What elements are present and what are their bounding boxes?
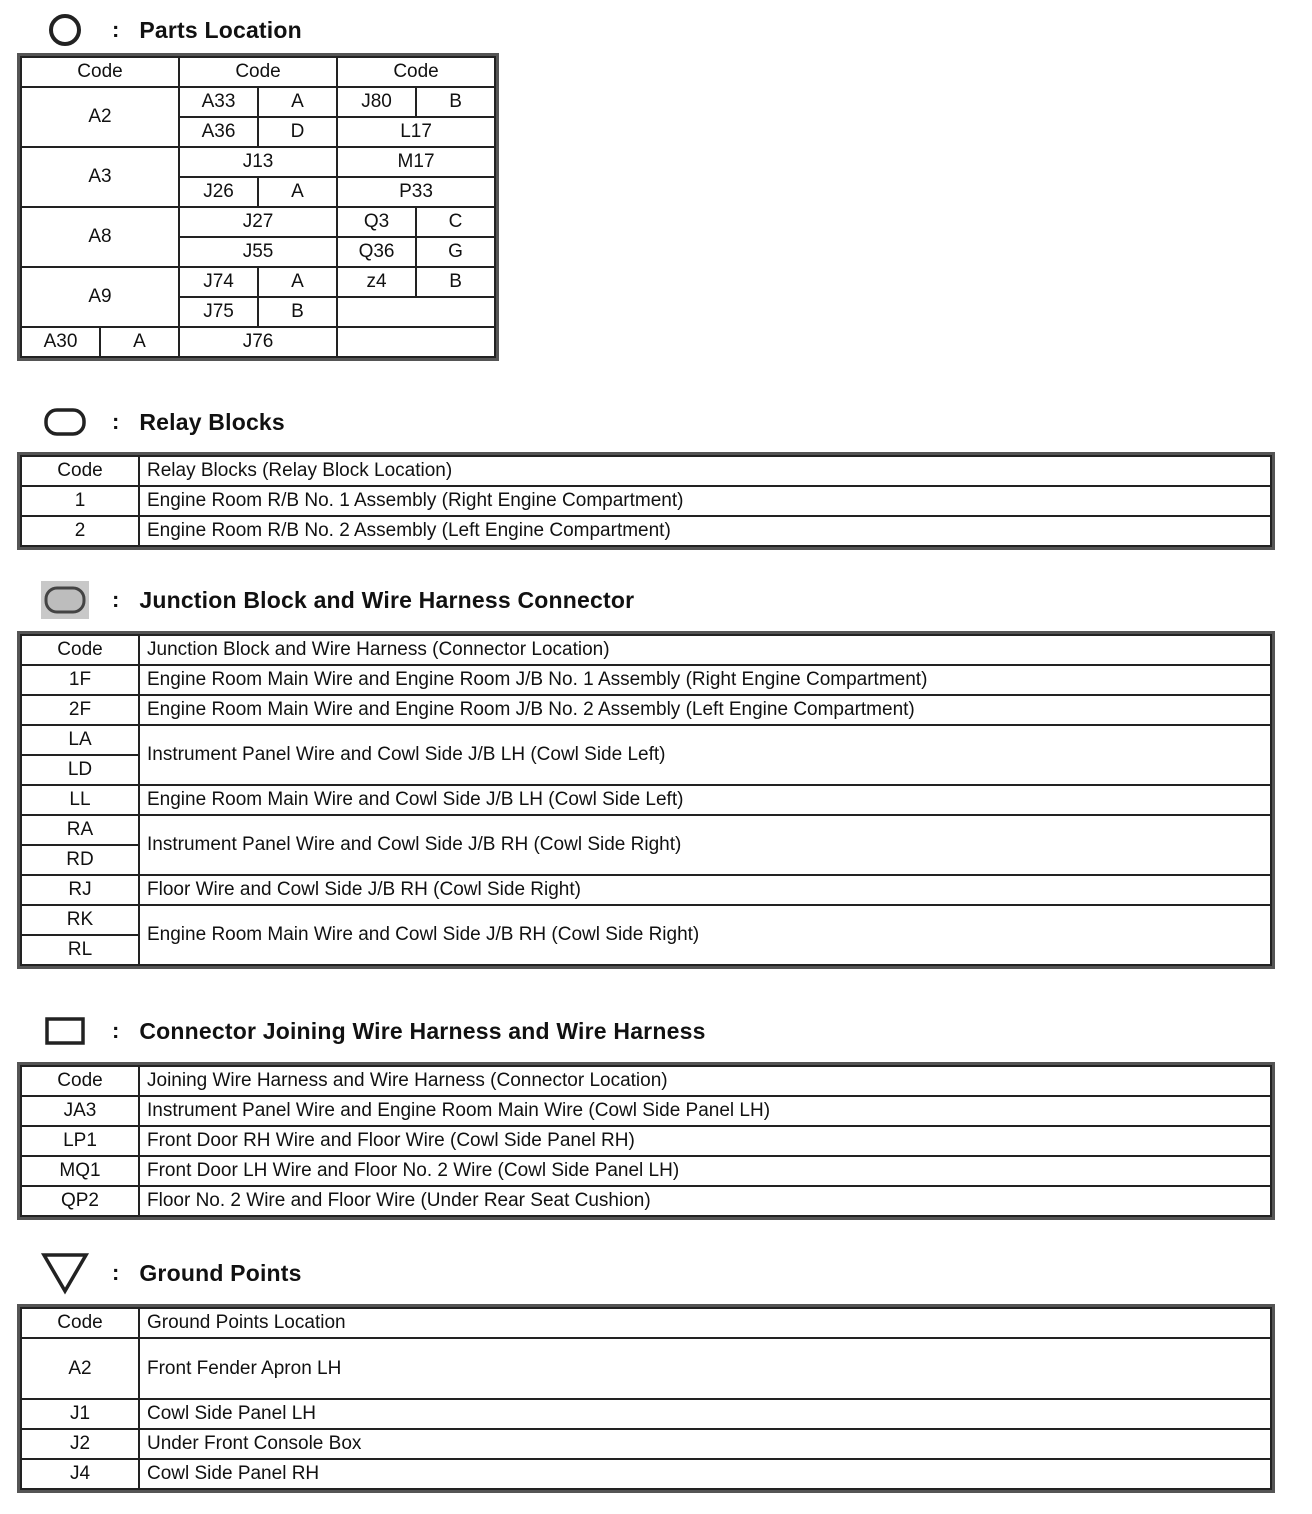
ground-points-heading <box>40 1253 302 1293</box>
table-row <box>21 327 495 357</box>
table-row <box>21 147 495 177</box>
code-cell: J75 <box>179 297 258 327</box>
junction-block-heading <box>40 580 634 620</box>
header-description: Junction Block and Wire Harness (Connector Location) <box>139 635 1271 665</box>
header-code: Code <box>21 635 139 665</box>
code-cell: P33 <box>337 177 495 207</box>
table-row <box>21 905 1271 935</box>
circle-icon <box>40 10 90 50</box>
table-row <box>21 815 1271 845</box>
description-cell: Cowl Side Panel LH <box>139 1399 1271 1429</box>
code-cell: J1 <box>21 1399 139 1429</box>
heading-colon: : <box>112 17 120 42</box>
table-header-row <box>21 1308 1271 1338</box>
code-cell: RL <box>21 935 139 965</box>
description-cell: Instrument Panel Wire and Cowl Side J/B LH (Cowl Side Left) <box>139 725 1271 785</box>
section-title: Relay Blocks <box>139 408 285 435</box>
code-cell: JA3 <box>21 1096 139 1126</box>
description-cell: Floor Wire and Cowl Side J/B RH (Cowl Side Right) <box>139 875 1271 905</box>
code-cell: A30 <box>21 327 100 357</box>
heading-colon: : <box>112 587 120 612</box>
header-code: Code <box>337 57 495 87</box>
table-header-row <box>21 635 1271 665</box>
table-row <box>21 1186 1271 1216</box>
triangle-icon <box>40 1253 90 1293</box>
location-cell: A <box>258 267 337 297</box>
section-title: Ground Points <box>139 1259 302 1286</box>
connector-table <box>20 1065 1272 1217</box>
code-cell: MQ1 <box>21 1156 139 1186</box>
empty-cell <box>337 327 495 357</box>
header-code: Code <box>21 456 139 486</box>
description-cell: Instrument Panel Wire and Cowl Side J/B RH (Cowl Side Right) <box>139 815 1271 875</box>
section-title: Parts Location <box>139 16 302 43</box>
code-cell: J76 <box>179 327 337 357</box>
description-cell: Instrument Panel Wire and Engine Room Main Wire (Cowl Side Panel LH) <box>139 1096 1271 1126</box>
square-icon <box>40 1011 90 1051</box>
table-row <box>21 516 1271 546</box>
parts-location-table <box>20 56 496 358</box>
parts-location-heading <box>40 10 302 50</box>
code-cell: LA <box>21 725 139 755</box>
table-row <box>21 1338 1271 1399</box>
location-cell: A <box>258 177 337 207</box>
connector-heading <box>40 1011 706 1051</box>
code-cell: J27 <box>179 207 337 237</box>
location-cell: B <box>416 87 495 117</box>
header-description: Ground Points Location <box>139 1308 1271 1338</box>
code-cell: LL <box>21 785 139 815</box>
table-row <box>21 665 1271 695</box>
table-row <box>21 87 495 117</box>
description-cell: Engine Room Main Wire and Engine Room J/B No. 1 Assembly (Right Engine Compartment) <box>139 665 1271 695</box>
code-cell: J2 <box>21 1429 139 1459</box>
code-cell: M17 <box>337 147 495 177</box>
code-cell: A2 <box>21 1338 139 1399</box>
description-cell: Front Door LH Wire and Floor No. 2 Wire (Cowl Side Panel LH) <box>139 1156 1271 1186</box>
location-cell: A <box>100 327 179 357</box>
code-cell: Q36 <box>337 237 416 267</box>
table-header-row <box>21 456 1271 486</box>
code-cell: J4 <box>21 1459 139 1489</box>
header-code: Code <box>21 1308 139 1338</box>
section-title: Junction Block and Wire Harness Connector <box>139 586 635 613</box>
section-title: Connector Joining Wire Harness and Wire Harness <box>139 1017 706 1044</box>
code-cell: 2F <box>21 695 139 725</box>
header-code: Code <box>21 1066 139 1096</box>
code-cell: 1F <box>21 665 139 695</box>
header-code: Code <box>179 57 337 87</box>
heading-colon: : <box>112 1018 120 1043</box>
description-cell: Floor No. 2 Wire and Floor Wire (Under Rear Seat Cushion) <box>139 1186 1271 1216</box>
code-cell: QP2 <box>21 1186 139 1216</box>
code-cell: 1 <box>21 486 139 516</box>
code-cell: L17 <box>337 117 495 147</box>
description-cell: Engine Room R/B No. 1 Assembly (Right Engine Compartment) <box>139 486 1271 516</box>
code-cell: A3 <box>21 147 179 207</box>
heading-colon: : <box>112 1260 120 1285</box>
heading-colon: : <box>112 409 120 434</box>
location-cell: D <box>258 117 337 147</box>
description-cell: Engine Room Main Wire and Cowl Side J/B LH (Cowl Side Left) <box>139 785 1271 815</box>
code-cell: A33 <box>179 87 258 117</box>
description-cell: Under Front Console Box <box>139 1429 1271 1459</box>
description-cell: Engine Room R/B No. 2 Assembly (Left Engine Compartment) <box>139 516 1271 546</box>
description-cell: Engine Room Main Wire and Cowl Side J/B RH (Cowl Side Right) <box>139 905 1271 965</box>
code-cell: J55 <box>179 237 337 267</box>
location-cell: B <box>416 267 495 297</box>
code-cell: A9 <box>21 267 179 327</box>
description-cell: Engine Room Main Wire and Engine Room J/B No. 2 Assembly (Left Engine Compartment) <box>139 695 1271 725</box>
table-row <box>21 486 1271 516</box>
rounded-rect-icon <box>40 402 90 442</box>
table-row <box>21 1399 1271 1429</box>
code-cell: RD <box>21 845 139 875</box>
location-cell: A <box>258 87 337 117</box>
table-row <box>21 1126 1271 1156</box>
code-cell: A8 <box>21 207 179 267</box>
code-cell: J74 <box>179 267 258 297</box>
table-row <box>21 875 1271 905</box>
table-row <box>21 1156 1271 1186</box>
code-cell: J13 <box>179 147 337 177</box>
relay-blocks-heading <box>40 402 285 442</box>
relay-blocks-table <box>20 455 1272 547</box>
header-description: Joining Wire Harness and Wire Harness (Connector Location) <box>139 1066 1271 1096</box>
table-row <box>21 785 1271 815</box>
location-cell: C <box>416 207 495 237</box>
header-code: Code <box>21 57 179 87</box>
code-cell: J80 <box>337 87 416 117</box>
code-cell: A36 <box>179 117 258 147</box>
description-cell: Front Fender Apron LH <box>139 1338 1271 1399</box>
table-row <box>21 725 1271 755</box>
shaded-rounded-rect-icon <box>40 580 90 620</box>
table-row <box>21 1459 1271 1489</box>
table-header-row <box>21 57 495 87</box>
code-cell: LP1 <box>21 1126 139 1156</box>
code-cell: Q3 <box>337 207 416 237</box>
ground-points-table <box>20 1307 1272 1490</box>
code-cell: RJ <box>21 875 139 905</box>
code-cell: LD <box>21 755 139 785</box>
location-cell: G <box>416 237 495 267</box>
table-row <box>21 1429 1271 1459</box>
code-cell: 2 <box>21 516 139 546</box>
table-row <box>21 207 495 237</box>
code-cell: RK <box>21 905 139 935</box>
code-cell: J26 <box>179 177 258 207</box>
location-cell: B <box>258 297 337 327</box>
description-cell: Front Door RH Wire and Floor Wire (Cowl Side Panel RH) <box>139 1126 1271 1156</box>
table-row <box>21 267 495 297</box>
code-cell: z4 <box>337 267 416 297</box>
table-header-row <box>21 1066 1271 1096</box>
table-row <box>21 1096 1271 1126</box>
empty-cell <box>337 297 495 327</box>
table-row <box>21 695 1271 725</box>
code-cell: RA <box>21 815 139 845</box>
description-cell: Cowl Side Panel RH <box>139 1459 1271 1489</box>
code-cell: A2 <box>21 87 179 147</box>
header-description: Relay Blocks (Relay Block Location) <box>139 456 1271 486</box>
junction-block-table <box>20 634 1272 966</box>
